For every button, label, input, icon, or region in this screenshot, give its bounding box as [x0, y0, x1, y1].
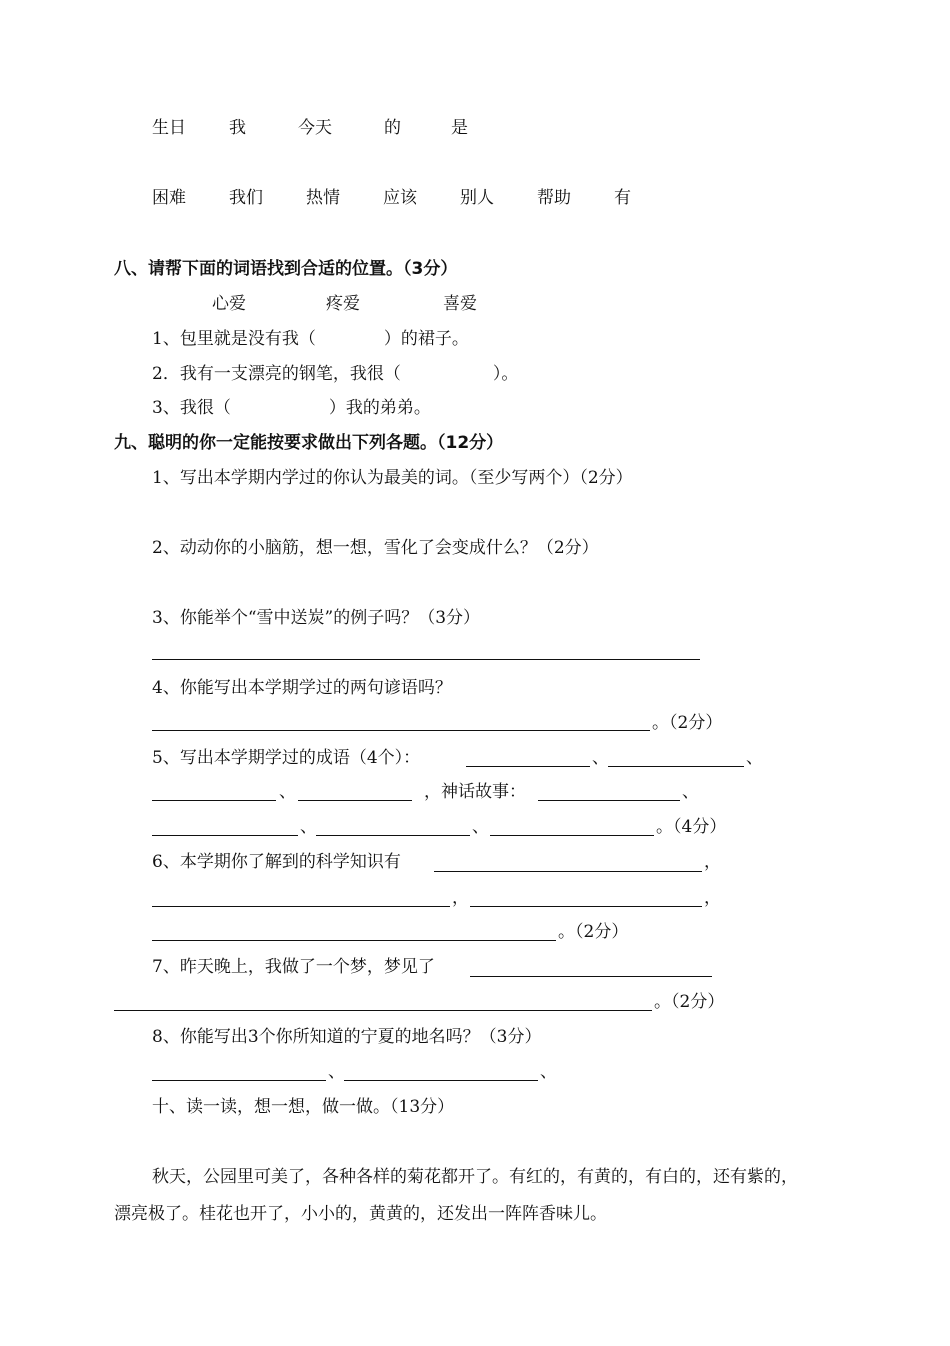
- separator: 、: [472, 817, 489, 837]
- separator: 、: [592, 748, 609, 768]
- scramble-word: 今天: [298, 118, 332, 138]
- answer-line[interactable]: [490, 835, 654, 836]
- scramble-word: 我: [229, 118, 246, 138]
- question-9-5: 5、写出本学期学过的成语（4个）：: [152, 748, 421, 768]
- question-9-2: 2、动动你的小脑筋，想一想，雪化了会变成什么？（2分）: [152, 538, 599, 558]
- separator: 、: [746, 748, 763, 768]
- section-10-title: 十、读一读，想一想，做一做。（13分）: [152, 1097, 455, 1117]
- question-8-1: [152, 327, 469, 351]
- answer-line[interactable]: [152, 659, 700, 660]
- answer-line[interactable]: [114, 1010, 652, 1011]
- score-note: 。（4分）: [656, 817, 727, 837]
- scramble-word: 的: [384, 118, 401, 138]
- answer-line[interactable]: [608, 766, 744, 767]
- scramble-word: 热情: [306, 188, 340, 208]
- passage-line: 漂亮极了。桂花也开了，小小的，黄黄的，还发出一阵阵香味儿。: [114, 1204, 607, 1224]
- question-text: ）我的弟弟。: [328, 398, 431, 418]
- scramble-word: 是: [451, 118, 468, 138]
- passage-line: 秋天，公园里可美了，各种各样的菊花都开了。有红的，有黄的，有白的，还有紫的，: [152, 1167, 798, 1187]
- scramble-word: 困难: [152, 188, 186, 208]
- separator: ，: [452, 888, 469, 908]
- word-option: 喜爱: [443, 294, 477, 314]
- question-text: 3、我很（: [152, 398, 231, 418]
- answer-line[interactable]: [152, 1080, 326, 1081]
- answer-line[interactable]: [470, 976, 712, 977]
- score-note: 。（2分）: [558, 922, 629, 942]
- separator: 、: [279, 782, 296, 802]
- separator: 、: [682, 782, 699, 802]
- word-option: 疼爱: [326, 294, 360, 314]
- answer-line[interactable]: [466, 766, 590, 767]
- answer-line[interactable]: [152, 835, 298, 836]
- question-9-6: 6、本学期你了解到的科学知识有: [152, 852, 401, 872]
- word-option: 心爱: [212, 294, 246, 314]
- answer-line[interactable]: [152, 800, 276, 801]
- question-8-2: [152, 362, 518, 386]
- answer-line[interactable]: [298, 800, 412, 801]
- answer-line[interactable]: [434, 871, 702, 872]
- answer-line[interactable]: [344, 1080, 538, 1081]
- score-note: 。（2分）: [654, 992, 725, 1012]
- answer-line[interactable]: [470, 906, 702, 907]
- question-9-3: 3、你能举个“雪中送炭”的例子吗？（3分）: [152, 608, 481, 628]
- answer-line[interactable]: [152, 940, 556, 941]
- question-9-8: 8、你能写出3个你所知道的宁夏的地名吗？（3分）: [152, 1027, 542, 1047]
- scramble-word: 别人: [460, 188, 494, 208]
- scramble-word: 生日: [152, 118, 186, 138]
- separator: ，: [704, 888, 721, 908]
- myth-label: ，神话故事：: [424, 782, 526, 802]
- answer-line[interactable]: [538, 800, 680, 801]
- question-text: ）。: [492, 364, 519, 384]
- answer-line[interactable]: [316, 835, 470, 836]
- separator: 、: [300, 817, 317, 837]
- question-8-3: [152, 396, 431, 420]
- question-9-7: 7、昨天晚上，我做了一个梦，梦见了: [152, 957, 435, 977]
- answer-line[interactable]: [152, 730, 650, 731]
- scramble-word: 帮助: [537, 188, 571, 208]
- separator: ，: [704, 852, 721, 872]
- section-9-title: 九、聪明的你一定能按要求做出下列各题。（12分）: [114, 433, 504, 453]
- score-note: 。（2分）: [652, 713, 723, 733]
- separator: 、: [540, 1062, 557, 1082]
- question-9-4: 4、你能写出本学期学过的两句谚语吗？: [152, 678, 452, 698]
- answer-line[interactable]: [152, 906, 450, 907]
- scramble-word: 有: [614, 188, 631, 208]
- question-text: ）的裙子。: [383, 329, 469, 349]
- question-text: 1、包里就是没有我（: [152, 329, 316, 349]
- section-8-title: 八、请帮下面的词语找到合适的位置。（3分）: [114, 259, 458, 279]
- scramble-word: 我们: [229, 188, 263, 208]
- question-text: 2．我有一支漂亮的钢笔，我很（: [152, 364, 401, 384]
- separator: 、: [328, 1062, 345, 1082]
- question-9-1: 1、写出本学期内学过的你认为最美的词。（至少写两个）（2分）: [152, 468, 633, 488]
- scramble-word: 应该: [383, 188, 417, 208]
